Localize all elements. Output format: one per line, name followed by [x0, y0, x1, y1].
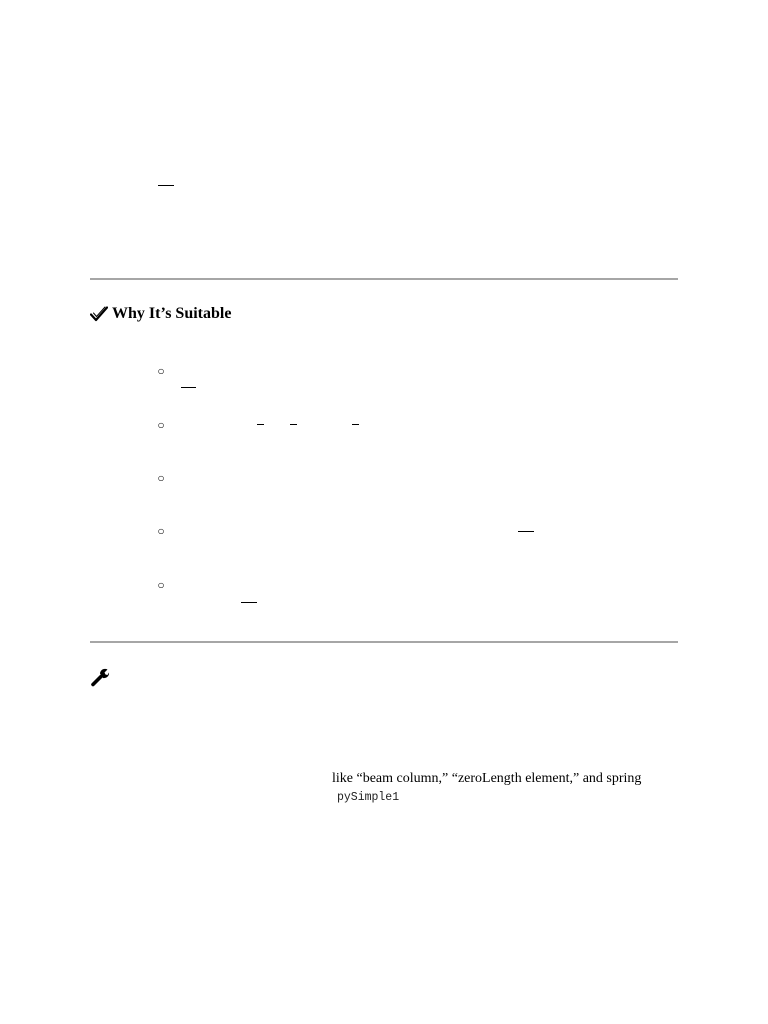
- en-dash-mark: [257, 424, 264, 425]
- em-dash-mark: [518, 531, 534, 532]
- section-divider: [90, 641, 678, 643]
- section-heading-text: Why It’s Suitable: [112, 305, 232, 322]
- inline-code: pySimple1: [337, 791, 400, 804]
- em-dash-mark: [158, 185, 174, 186]
- check-icon: [90, 306, 108, 322]
- section-heading: [90, 303, 231, 325]
- section-divider: [90, 278, 678, 280]
- em-dash-mark: [241, 602, 257, 603]
- bullet-marker: ○: [157, 471, 165, 485]
- bullet-marker: ○: [157, 578, 165, 592]
- body-text-line: like “beam column,” “zeroLength element,” and spring: [332, 771, 642, 786]
- bullet-marker: ○: [157, 524, 165, 538]
- en-dash-mark: [290, 424, 297, 425]
- en-dash-mark: [352, 424, 359, 425]
- wrench-icon: [90, 667, 110, 687]
- bullet-marker: ○: [157, 364, 165, 378]
- em-dash-mark: [181, 387, 196, 388]
- bullet-marker: ○: [157, 418, 165, 432]
